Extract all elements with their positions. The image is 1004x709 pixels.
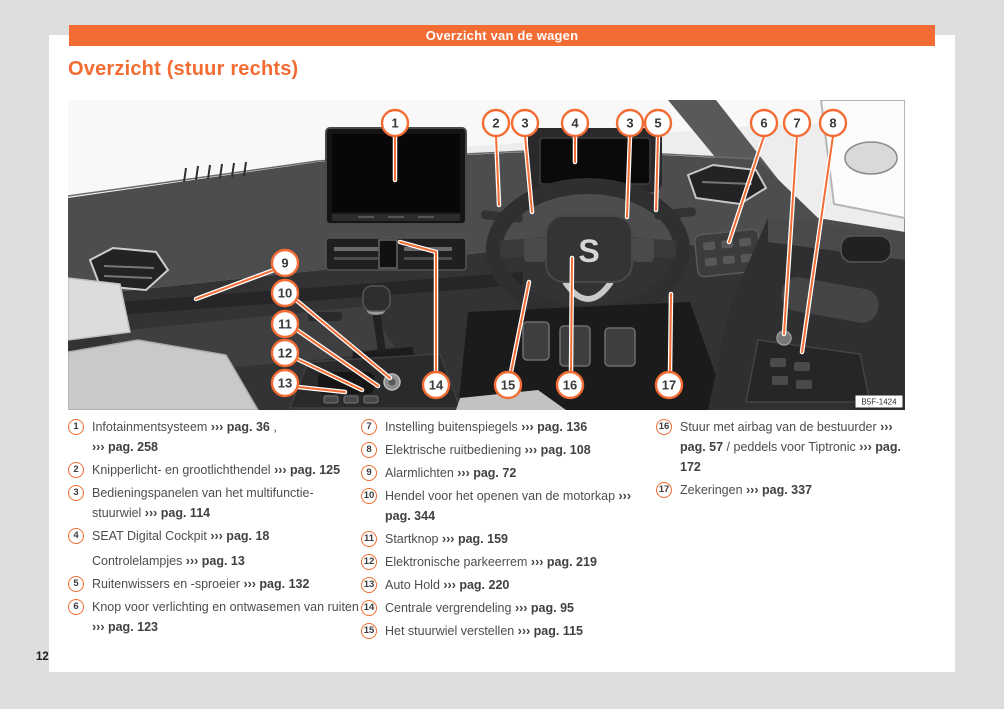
page-reference: ››› pag. 136 [521,420,588,434]
callout-marker-number: 14 [428,377,444,393]
legend-item [361,463,655,483]
page-reference: ››› pag. 115 [517,624,583,638]
left-wheel-buttons [524,238,546,262]
callout-marker-number: 13 [277,375,293,391]
callout-number-badge: 2 [68,462,84,478]
page-reference: ››› pag. 123 [92,620,158,634]
figure-code: B5F-1424 [861,397,897,407]
callout-number-badge: 15 [361,623,377,639]
console-switch [364,396,378,403]
callout-marker-number: 9 [281,255,289,271]
callout-marker-number: 10 [277,285,293,301]
callout-marker-number: 16 [562,377,578,393]
page-reference: ››› pag. 172 [680,440,901,474]
callout-number-badge: 5 [68,576,84,592]
legend-item [68,460,362,480]
callout-number-badge: 17 [656,482,672,498]
window-switch [796,380,812,389]
section-banner [69,25,935,46]
page-number: 12 [36,651,49,663]
callout-number-badge: 10 [361,488,377,504]
legend-item-text: Knop voor verlichting en ontwasemen van ruiten ››› pag. 123 [92,600,359,634]
legend-item [656,417,908,477]
callout-number-badge: 3 [68,485,84,501]
legend-item-text: Controlelampjes ››› pag. 13 [92,554,245,568]
page-reference: ››› pag. 337 [746,483,813,497]
page-reference: ››› pag. 72 [457,466,517,480]
page-reference: ››› pag. 219 [530,555,597,569]
page-reference: ››› pag. 125 [274,463,341,477]
figure-code-label [855,395,903,408]
page-reference: ››› pag. 13 [185,554,245,568]
window-switch [794,362,810,371]
page-reference: ››› pag. 114 [144,506,211,520]
callout-marker-number: 12 [277,345,293,361]
right-wheel-buttons [632,238,654,262]
page-reference: ››› pag. 57 [680,420,893,454]
callout-number-badge: 4 [68,528,84,544]
page-reference: ››› pag. 220 [443,578,510,592]
page-reference: ››› pag. 132 [243,577,310,591]
door-handle [841,236,891,262]
dashboard-figure [68,100,905,410]
callout-marker-number: 2 [492,115,500,131]
callout-marker-number: 1 [391,115,399,131]
callout-marker-number: 4 [571,115,579,131]
page-reference: ››› pag. 36 [210,420,270,434]
callout-marker-number: 17 [661,377,677,393]
left-door-armrest [68,278,130,340]
legend-column-2 [361,417,655,644]
legend-item [68,483,362,523]
legend-item [68,417,362,457]
accelerator-pedal [605,328,635,366]
callout-line [670,294,671,372]
legend-item [361,529,655,549]
legend-item [68,597,362,637]
legend-item [361,598,655,618]
legend-item-text: Het stuurwiel verstellen ››› pag. 115 [385,624,583,638]
brake-pedal [560,326,590,366]
callout-marker-number: 3 [521,115,529,131]
legend-item-text: Startknop ››› pag. 159 [385,532,508,546]
seat-logo: S [578,233,600,269]
legend-item [68,551,362,571]
callout-marker-number: 7 [793,115,801,131]
page-reference: ››› pag. 258 [92,440,158,454]
callout-number-badge: 11 [361,531,377,547]
callout-marker-number: 15 [500,377,516,393]
callout-number-badge: 9 [361,465,377,481]
center-air-vents [326,238,466,270]
legend-item [68,574,362,594]
window-switch [772,376,788,385]
section-banner-label: Overzicht van de wagen [425,28,579,43]
page-reference: ››› pag. 95 [514,601,574,615]
callout-line [571,258,572,372]
legend-item-text: Hendel voor het openen van de motorkap ››› pag. 344 [385,489,631,523]
legend-item-text: Zekeringen ››› pag. 337 [680,483,813,497]
legend-item [361,417,655,437]
exterior-mirror [845,142,897,174]
page-reference: ››› pag. 344 [385,489,631,523]
legend-item [361,552,655,572]
legend-item-text: Elektronische parkeerrem ››› pag. 219 [385,555,597,569]
legend-item [361,486,655,526]
page-reference: ››› pag. 18 [210,529,270,543]
callout-number-badge: 16 [656,419,672,435]
legend-item-text: Alarmlichten ››› pag. 72 [385,466,517,480]
callout-number-badge: 12 [361,554,377,570]
legend-item-text: Stuur met airbag van de bestuurder ››› pag. 57 / peddels voor Tiptronic ››› pag. 172 [680,420,901,474]
legend-item-text: Infotainmentsysteem ››› pag. 36 , ››› pag. 258 [92,420,277,454]
window-switch [770,358,786,367]
callout-number-badge: 1 [68,419,84,435]
callout-number-badge: 7 [361,419,377,435]
page-reference: ››› pag. 159 [441,532,508,546]
auto-hold-switch [344,396,358,403]
page-title: Overzicht (stuur rechts) [68,58,299,80]
legend-column-1 [68,417,362,640]
callout-number-badge: 6 [68,599,84,615]
legend-item-text: Instelling buitenspiegels ››› pag. 136 [385,420,588,434]
legend-column-3 [656,417,908,503]
callout-marker-number: 5 [654,115,662,131]
legend-item [361,440,655,460]
callout-number-badge: 13 [361,577,377,593]
callout-marker-number: 3 [626,115,634,131]
legend-item [361,575,655,595]
callout-marker-number: 6 [760,115,768,131]
callout-number-badge: 8 [361,442,377,458]
clutch-pedal [523,322,549,360]
legend-item-text: Auto Hold ››› pag. 220 [385,578,510,592]
callout-number-badge: 14 [361,600,377,616]
legend-item [361,621,655,641]
callout-marker-number: 8 [829,115,837,131]
dashboard-illustration [68,100,905,410]
parking-brake-switch [324,396,338,403]
legend-item [68,526,362,546]
legend-item-text: Elektrische ruitbediening ››› pag. 108 [385,443,591,457]
legend-item-text: Knipperlicht- en grootlichthendel ››› pag. 125 [92,463,341,477]
legend-item-text: Centrale vergrendeling ››› pag. 95 [385,601,574,615]
legend-item-text: Bedieningspanelen van het multifunctie-stuurwiel ››› pag. 114 [92,486,314,520]
legend-item-text: SEAT Digital Cockpit ››› pag. 18 [92,529,270,543]
legend-item-text: Ruitenwissers en -sproeier ››› pag. 132 [92,577,310,591]
legend-item [656,480,908,500]
callout-marker-number: 11 [278,316,292,332]
vent-clip [379,240,397,268]
page-reference: ››› pag. 108 [524,443,591,457]
